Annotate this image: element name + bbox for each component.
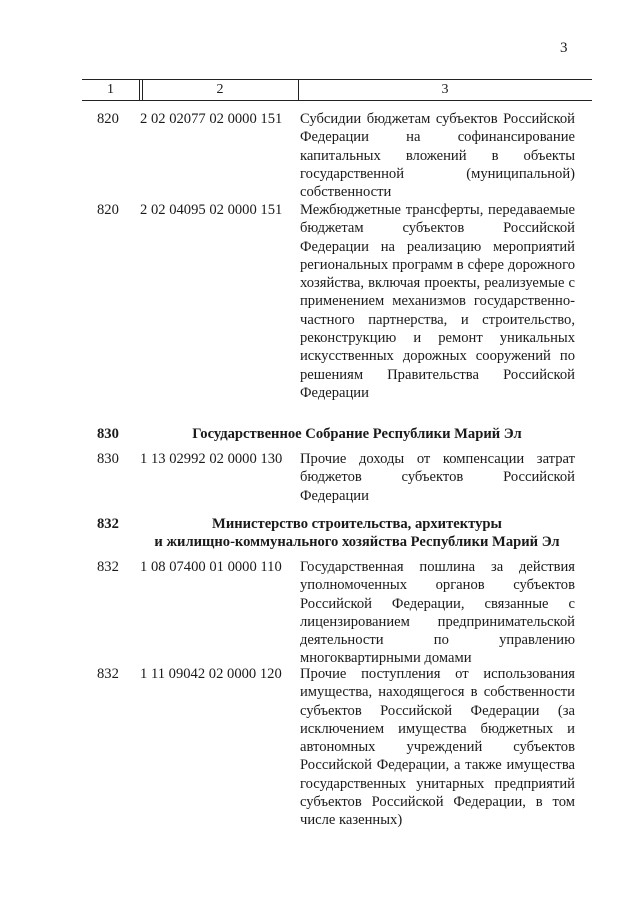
section-title-line: и жилищно-коммунального хозяйства Республики Марий Эл: [154, 534, 560, 551]
section-title: Государственное Собрание Республики Марий Эл: [192, 426, 522, 442]
admin-code: 832: [97, 559, 119, 575]
section-title: [140, 515, 574, 552]
page-number: 3: [560, 40, 568, 56]
admin-code: 830: [97, 451, 119, 467]
revenue-code: 1 11 09042 02 0000 120: [140, 666, 282, 682]
admin-code: 832: [97, 666, 119, 682]
revenue-code: 1 13 02992 02 0000 130: [140, 451, 283, 467]
header-col-1: 1: [107, 82, 114, 97]
header-col-3: 3: [441, 82, 449, 97]
revenue-description: Прочие доходы от компенсации затрат бюджетов субъектов Российской Федерации: [300, 451, 575, 504]
section-title-line: Министерство строительства, архитектуры: [212, 516, 502, 532]
table-header: [82, 79, 592, 101]
revenue-code: 1 08 07400 01 0000 110: [140, 559, 282, 575]
header-divider-1: [139, 80, 140, 100]
revenue-description: Прочие поступления от использования имущества, находящегося в собственности субъектов Российской Федерации (за исключением имущества бюджетных и автономных учреждений субъектов Российской Федерации, а также имущества государственных унитарных предприятий субъектов Российской Федерации, в том числе казенных): [300, 666, 575, 829]
admin-code: 820: [97, 111, 119, 127]
revenue-description: Субсидии бюджетам субъектов Российской Федерации на софинансирование капитальных вложений в объекты государственной (муниципальной) собственности: [300, 111, 575, 201]
revenue-code: 2 02 02077 02 0000 151: [140, 111, 283, 127]
revenue-description: Межбюджетные трансферты, передаваемые бюджетам субъектов Российской Федерации на реализацию мероприятий региональных программ в сфере дорожного хозяйства, включая проекты, реализуемые с применением механизмов государственно-частного партнерства, и строительство, реконструкцию и ремонт уникальных искусственных дорожных сооружений по решениям Правительства Российской Федерации: [300, 202, 575, 401]
revenue-description: Государственная пошлина за действия уполномоченных органов субъектов Российской Федерации, связанные с лицензированием предпринимательской деятельности по управлению многоквартирными домами: [300, 559, 575, 667]
admin-code: 832: [97, 516, 119, 532]
admin-code: 830: [97, 426, 119, 442]
header-col-2: 2: [216, 82, 224, 97]
revenue-code: 2 02 04095 02 0000 151: [140, 202, 283, 218]
admin-code: 820: [97, 202, 119, 218]
